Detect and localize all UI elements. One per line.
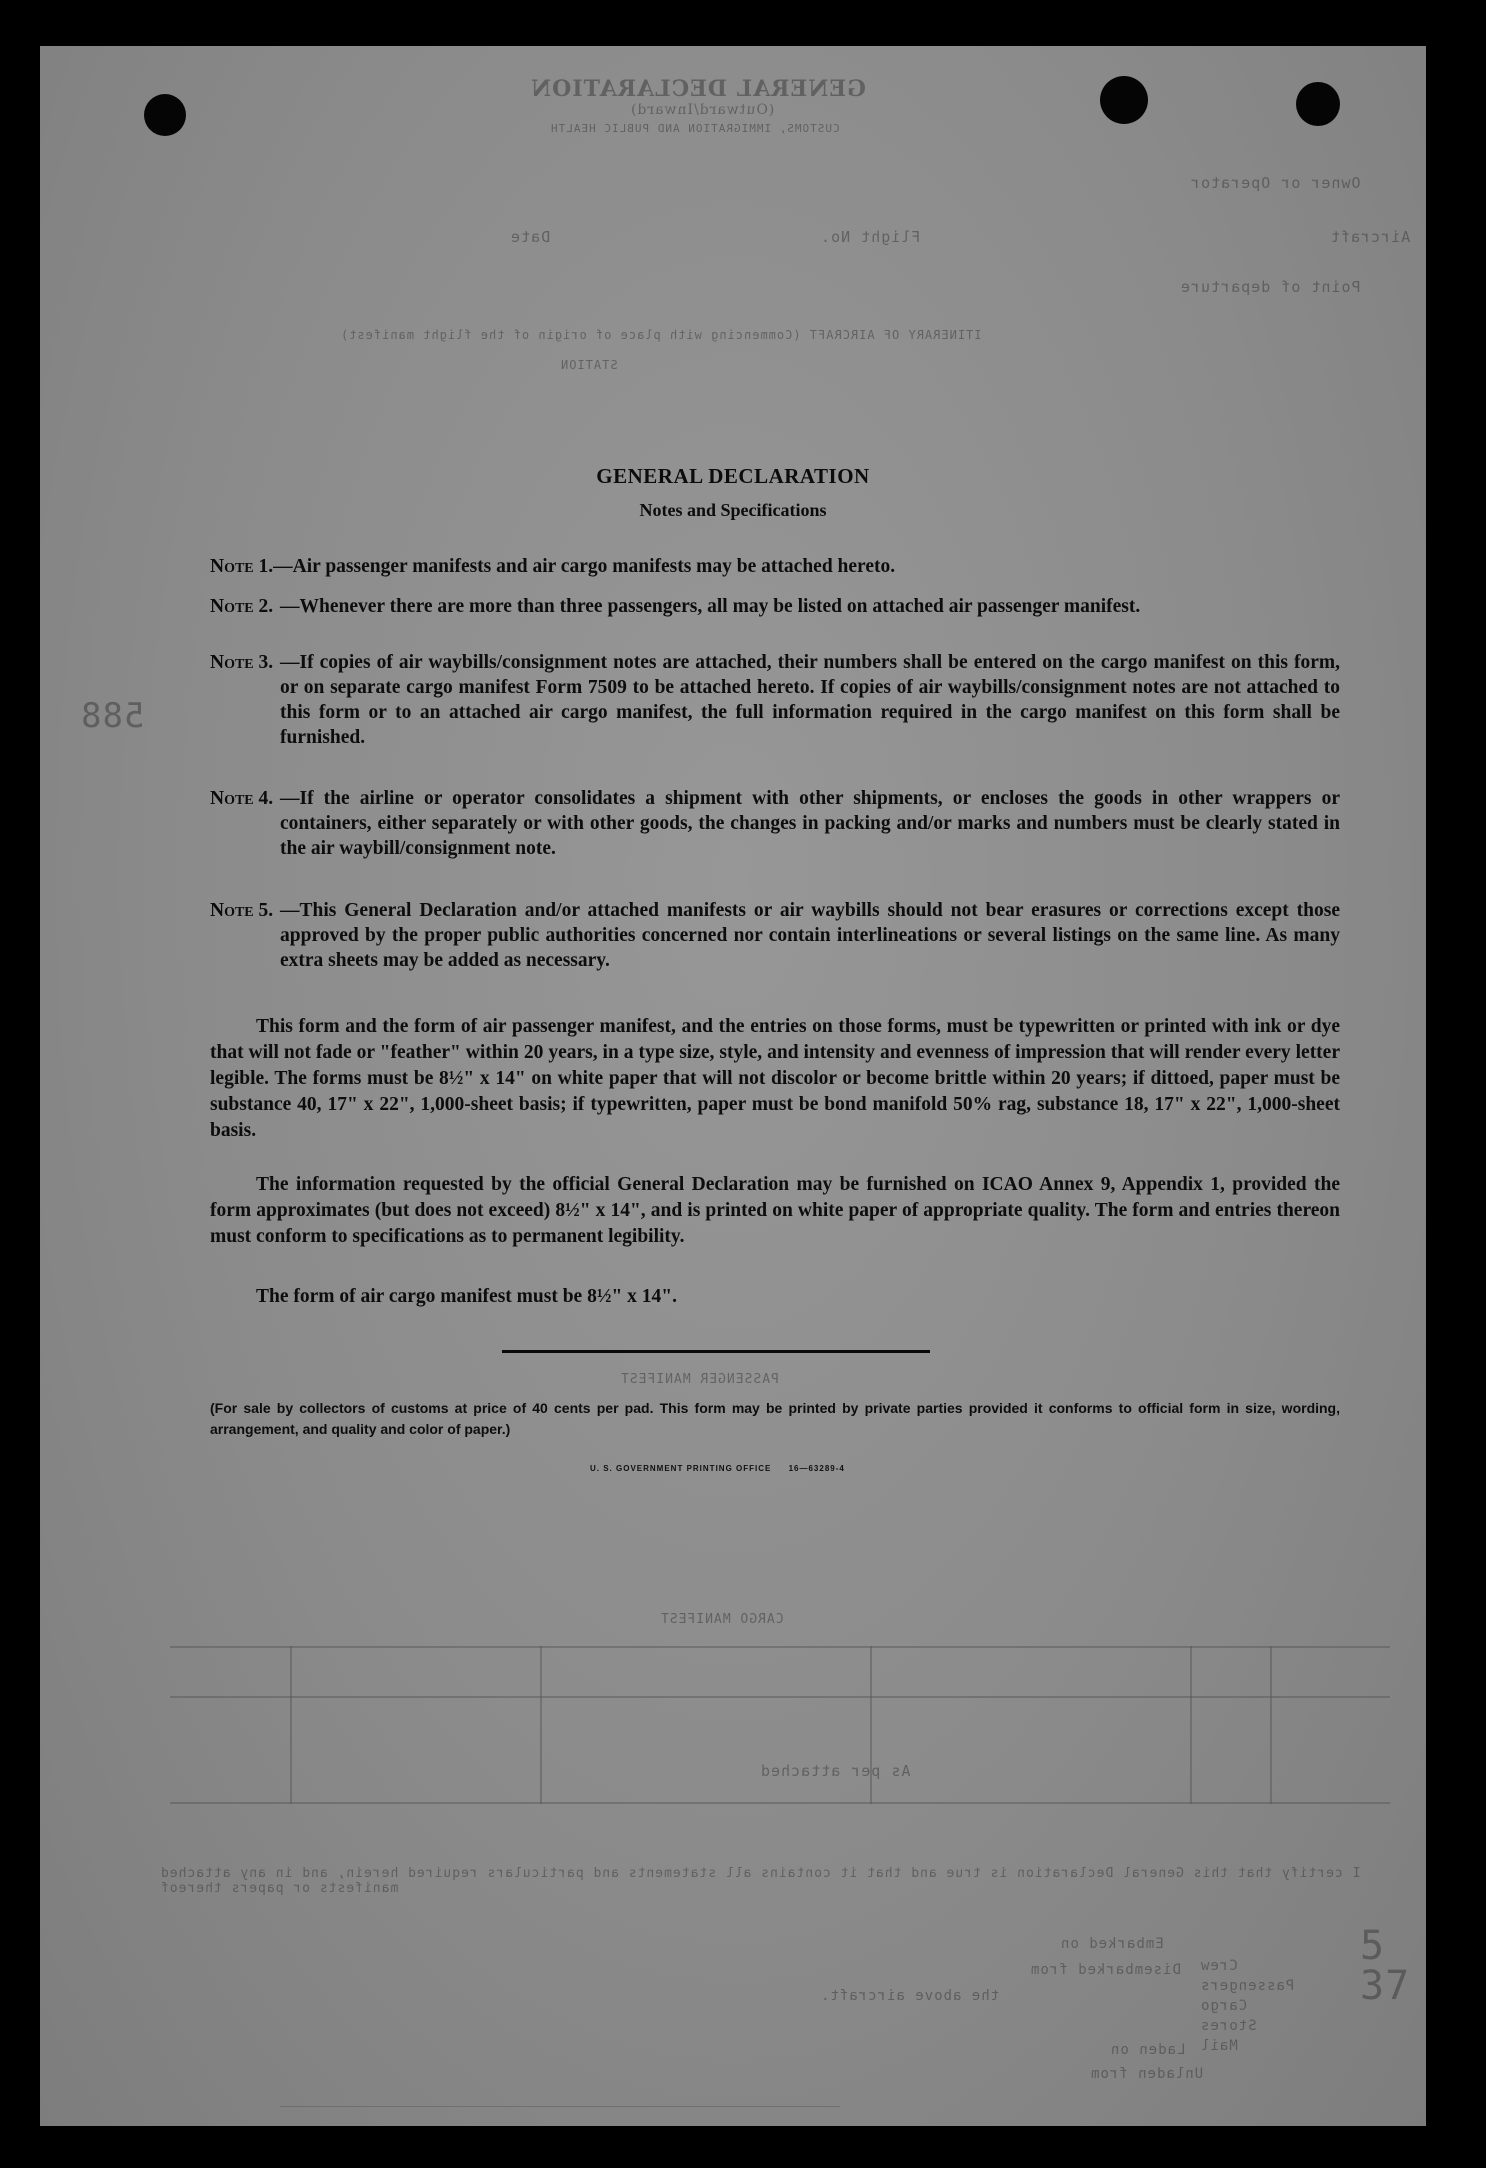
ghost-unladen-from: Unladen from xyxy=(1090,2066,1204,2082)
ghost-table-bottom xyxy=(170,1802,1390,1804)
ghost-aircraft-label: Aircraft xyxy=(1330,228,1411,246)
ghost-form-title: GENERAL DECLARATION xyxy=(530,76,866,102)
ghost-flight-label: Flight No. xyxy=(820,228,921,246)
ghost-col-4 xyxy=(1190,1646,1192,1804)
note-2-text: —Whenever there are more than three passengers, all may be listed on attached air passenger manifest. xyxy=(280,596,1141,617)
ghost-col-2 xyxy=(540,1646,542,1804)
ghost-certify: I certify that this General Declaration is true and that it contains all statements and particulars required herein, and in any attached manifests or papers thereof xyxy=(160,1866,1361,1896)
ghost-margin-marks: 5 37 xyxy=(1360,1923,1411,2009)
sale-notice: (For sale by collectors of customs at price of 40 cents per pad. This form may be printed by private parties provided it conforms to official form in size, wording, arrangement, and quality and color of paper.) xyxy=(210,1400,1340,1437)
ghost-table-top xyxy=(170,1646,1390,1648)
punch-hole-right-2 xyxy=(1296,82,1340,126)
document-sheet xyxy=(40,46,1426,2126)
divider-rule xyxy=(502,1350,930,1353)
ghost-aboard-labels: Crew Passengers Cargo Stores Mail xyxy=(1200,1958,1295,2054)
note-4 xyxy=(210,786,1340,861)
ghost-cargo-manifest: CARGO MANIFEST xyxy=(660,1612,784,1627)
page-subtitle: Notes and Specifications xyxy=(639,500,827,520)
ghost-above-aircraft: the above aircraft. xyxy=(820,1988,1000,2004)
note-5-text: —This General Declaration and/or attached manifests or air waybills should not bear erasures or corrections except those approved by the proper public authorities concerned nor contain interlineations or several listings on the same line. As many extra sheets may be added as necessary. xyxy=(280,900,1340,971)
note-2 xyxy=(210,594,1340,619)
specification-paragraph-2: The information requested by the official General Declaration may be furnished on ICAO Annex 9, Appendix 1, provided the form approximates (but does not exceed) 8½" x 14", and is printed on white paper of appropriate quality. The form and entries thereon must conform to specifications as to permanent legibility. xyxy=(210,1174,1340,1247)
note-2-label: Note 2. xyxy=(210,596,274,617)
note-3-text: —If copies of air waybills/consignment notes are attached, their numbers shall be entered on the cargo manifest on this form, or on separate cargo manifest Form 7509 to be attached hereto. If copies of air waybills/consignment notes are not attached to this form or to an attached air cargo manifest, the full information required in the cargo manifest on this form shall be furnished. xyxy=(280,652,1340,748)
ghost-col-5 xyxy=(1270,1646,1272,1804)
note-1-label: Note 1. xyxy=(210,556,274,577)
ghost-col-3 xyxy=(870,1646,872,1804)
note-3 xyxy=(210,650,1340,750)
ghost-laden-on: Laden on xyxy=(1110,2042,1186,2058)
ghost-disembarked: Disembarked from xyxy=(1030,1962,1181,1978)
ghost-passenger-manifest: PASSENGER MANIFEST xyxy=(620,1372,779,1387)
ghost-date-label: Date xyxy=(510,228,551,246)
ghost-owner-label: Owner or Operator xyxy=(1190,174,1361,192)
ghost-station-label: STATION xyxy=(560,358,618,372)
note-5-label: Note 5. xyxy=(210,900,274,921)
punch-hole-left xyxy=(144,94,186,136)
punch-hole-right xyxy=(1100,76,1148,124)
ghost-table-header xyxy=(170,1696,1390,1698)
note-4-text: —If the airline or operator consolidates a shipment with other shipments, or encloses the goods in other wrappers or containers, either separately or with other goods, the changes in packing and/or marks and numbers must be clearly stated in the air waybill/consignment note. xyxy=(280,788,1340,859)
ghost-stamp-number: 588 xyxy=(80,696,145,736)
ghost-form-subtitle: (Outward/Inward) xyxy=(630,102,775,118)
ghost-embarked: Embarked on xyxy=(1060,1936,1164,1952)
ghost-as-per-attached: As per attached xyxy=(760,1762,911,1780)
ghost-point-label: Point of departure xyxy=(1180,278,1361,296)
page-title: GENERAL DECLARATION xyxy=(596,464,870,488)
note-3-label: Note 3. xyxy=(210,652,274,673)
note-4-label: Note 4. xyxy=(210,788,274,809)
note-5 xyxy=(210,898,1340,973)
printing-office-line xyxy=(590,1464,845,1473)
printing-office: U. S. GOVERNMENT PRINTING OFFICE xyxy=(590,1464,772,1473)
ghost-col-1 xyxy=(290,1646,292,1804)
note-1 xyxy=(210,554,1340,579)
ghost-form-subtitle2: CUSTOMS, IMMIGRATION AND PUBLIC HEALTH xyxy=(550,122,840,135)
print-code: 16—63289-4 xyxy=(788,1464,845,1473)
ghost-signature-line xyxy=(280,2106,840,2107)
specification-paragraph-1: This form and the form of air passenger manifest, and the entries on those forms, must be typewritten or printed with ink or dye that will not fade or "feather" within 20 years, in a type size, style, and intensity and evenness of impression that will render every letter legible. The forms must be 8½" x 14" on white paper that will not discolor or become brittle within 20 years; if dittoed, paper must be substance 40, 17" x 22", 1,000-sheet basis; if typewritten, paper must be bond manifold 50% rag, substance 18, 17" x 22", 1,000-sheet basis. xyxy=(210,1016,1340,1141)
note-1-text: —Air passenger manifests and air cargo manifests may be attached hereto. xyxy=(273,556,896,577)
specification-paragraph-3: The form of air cargo manifest must be 8½" x 14". xyxy=(256,1286,677,1307)
ghost-itinerary-label: ITINERARY OF AIRCRAFT (Commencing with place of origin of the flight manifest) xyxy=(340,328,982,342)
